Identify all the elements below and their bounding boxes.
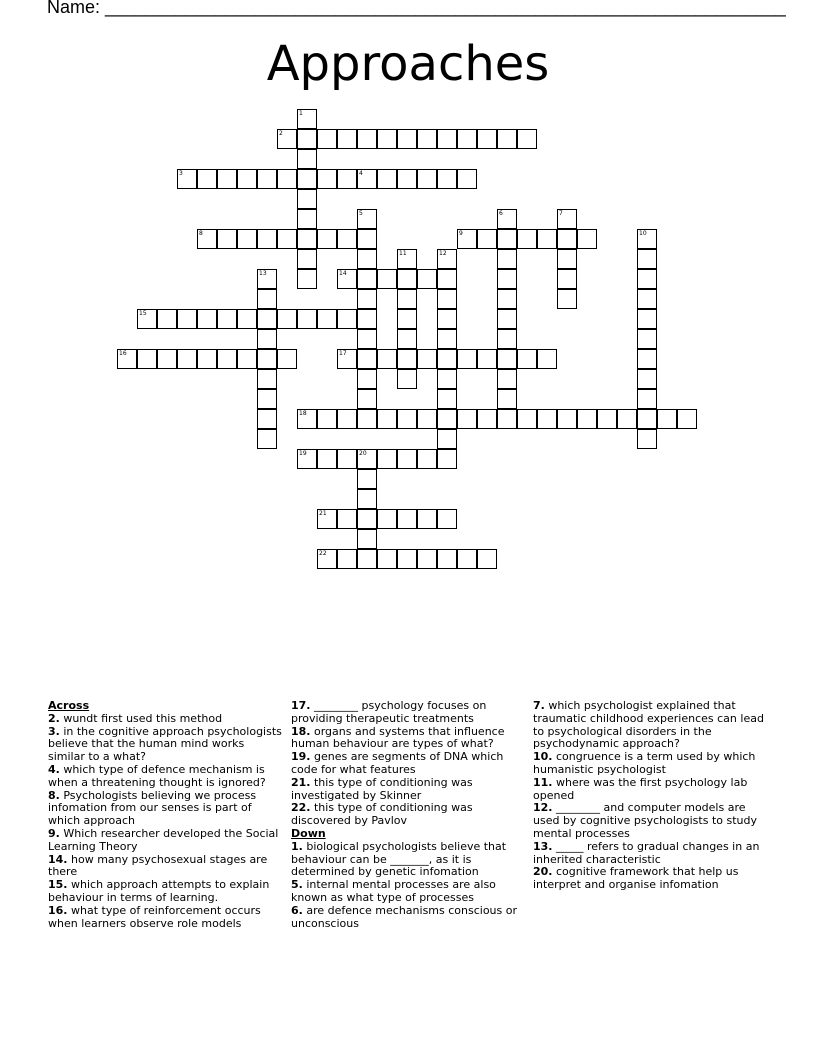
crossword-cell[interactable] (557, 229, 577, 249)
clue-item: 10. congruence is a term used by which humanistic psychologist (533, 750, 756, 776)
crossword-cell[interactable] (357, 129, 377, 149)
crossword-cell[interactable] (317, 169, 337, 189)
crossword-cell[interactable] (437, 289, 457, 309)
crossword-cell[interactable] (477, 349, 497, 369)
crossword-cell[interactable] (437, 309, 457, 329)
crossword-cell[interactable] (397, 369, 417, 389)
crossword-cell[interactable] (297, 409, 317, 429)
crossword-cell[interactable] (357, 409, 377, 429)
crossword-cell[interactable] (197, 229, 217, 249)
crossword-cell[interactable] (557, 289, 577, 309)
crossword-cell[interactable] (357, 309, 377, 329)
crossword-cell[interactable] (357, 249, 377, 269)
crossword-cell[interactable] (297, 449, 317, 469)
crossword-cell[interactable] (297, 309, 317, 329)
crossword-cell[interactable] (557, 209, 577, 229)
clue-number: 5 (359, 210, 363, 217)
clue-item: 8. Psychologists believing we process infomation from our senses is part of which approach (48, 788, 257, 828)
clue-number-label: 14. (48, 852, 68, 866)
crossword-cell[interactable] (317, 549, 337, 569)
clue-item: 20. cognitive framework that help us interpret and organise infomation (533, 865, 739, 892)
crossword-cell[interactable] (277, 349, 297, 369)
crossword-cell[interactable] (357, 229, 377, 249)
clue-number: 11 (399, 250, 407, 257)
crossword-cell[interactable] (317, 509, 337, 529)
clue-heading: Down (291, 826, 326, 840)
crossword-cell[interactable] (317, 229, 337, 249)
crossword-cell[interactable] (457, 169, 477, 189)
crossword-cell[interactable] (537, 349, 557, 369)
crossword-cell[interactable] (157, 309, 177, 329)
clue-heading: Across (48, 699, 90, 712)
crossword-cell[interactable] (337, 309, 357, 329)
crossword-cell[interactable] (457, 349, 477, 369)
crossword-cell[interactable] (397, 249, 417, 269)
crossword-cell[interactable] (297, 189, 317, 209)
crossword-cell[interactable] (397, 509, 417, 529)
crossword-cell[interactable] (377, 169, 397, 189)
clue-number: 18 (299, 410, 307, 417)
crossword-cell[interactable] (397, 289, 417, 309)
crossword-cell[interactable] (497, 129, 517, 149)
crossword-cell[interactable] (397, 269, 417, 289)
crossword-cell[interactable] (297, 209, 317, 229)
crossword-cell[interactable] (397, 329, 417, 349)
crossword-cell[interactable] (297, 229, 317, 249)
crossword-cell[interactable] (437, 409, 457, 429)
crossword-cell[interactable] (437, 429, 457, 449)
crossword-cell[interactable] (437, 249, 457, 269)
clue-number-label: 2. (48, 711, 60, 725)
crossword-cell[interactable] (417, 349, 437, 369)
clue-number-label: 15. (48, 878, 68, 892)
clue-number: 6 (499, 210, 503, 217)
clue-item: 16. what type of reinforcement occurs when learners observe role models (48, 903, 261, 930)
crossword-cell[interactable] (677, 409, 697, 429)
crossword-cell[interactable] (277, 229, 297, 249)
crossword-cell[interactable] (377, 509, 397, 529)
crossword-cell[interactable] (637, 429, 657, 449)
crossword-cell[interactable] (437, 389, 457, 409)
crossword-cell[interactable] (337, 169, 357, 189)
crossword-cell[interactable] (557, 409, 577, 429)
crossword-cell[interactable] (397, 409, 417, 429)
clue-column-3 (533, 700, 769, 892)
crossword-cell[interactable] (297, 129, 317, 149)
crossword-cell[interactable] (217, 229, 237, 249)
crossword-cell[interactable] (277, 309, 297, 329)
crossword-cell[interactable] (377, 349, 397, 369)
crossword-cell[interactable] (357, 489, 377, 509)
clue-number: 9 (459, 230, 463, 237)
crossword-cell[interactable] (257, 429, 277, 449)
crossword-cell[interactable] (397, 169, 417, 189)
crossword-cell[interactable] (197, 309, 217, 329)
crossword-cell[interactable] (497, 389, 517, 409)
crossword-cell[interactable] (497, 329, 517, 349)
clue-number-label: 9. (48, 826, 60, 840)
crossword-cell[interactable] (177, 169, 197, 189)
crossword-cell[interactable] (417, 509, 437, 529)
crossword-cell[interactable] (397, 349, 417, 369)
crossword-cell[interactable] (497, 209, 517, 229)
clue-item: 6. are defence mechanisms conscious or unconscious (291, 903, 518, 930)
clue-item: 18. organs and systems that influence human behaviour are types of what? (291, 724, 505, 751)
clue-item: 4. which type of defence mechanism is when a threatening thought is ignored? (48, 762, 266, 789)
clue-number-label: 22. (291, 801, 311, 815)
clue-number: 3 (179, 170, 183, 177)
crossword-cell[interactable] (117, 349, 137, 369)
crossword-cell[interactable] (257, 289, 277, 309)
crossword-cell[interactable] (477, 129, 497, 149)
clue-number-label: 16. (48, 903, 68, 917)
crossword-cell[interactable] (377, 449, 397, 469)
clue-number-label: 13. (533, 839, 553, 853)
clue-number-label: 19. (291, 750, 311, 764)
crossword-cell[interactable] (337, 549, 357, 569)
crossword-cell[interactable] (297, 149, 317, 169)
crossword-cell[interactable] (357, 549, 377, 569)
clue-number-label: 7. (533, 699, 545, 712)
crossword-cell[interactable] (257, 349, 277, 369)
crossword-cell[interactable] (297, 169, 317, 189)
clue-number-label: 12. (533, 801, 553, 815)
crossword-cell[interactable] (637, 309, 657, 329)
crossword-cell[interactable] (437, 269, 457, 289)
crossword-cell[interactable] (417, 549, 437, 569)
clue-item: 22. this type of conditioning was discovered by Pavlov (291, 801, 473, 828)
crossword-cell[interactable] (517, 409, 537, 429)
clue-number-label: 5. (291, 878, 303, 892)
crossword-cell[interactable] (437, 349, 457, 369)
clue-number: 15 (139, 310, 147, 317)
crossword-cell[interactable] (397, 549, 417, 569)
crossword-cell[interactable] (257, 369, 277, 389)
crossword-cell[interactable] (397, 129, 417, 149)
clue-number-label: 8. (48, 788, 60, 802)
crossword-cell[interactable] (357, 369, 377, 389)
crossword-cell[interactable] (197, 169, 217, 189)
page-title: Approaches (266, 36, 550, 92)
crossword-cell[interactable] (337, 449, 357, 469)
crossword-cell[interactable] (637, 249, 657, 269)
crossword-cell[interactable] (637, 409, 657, 429)
crossword-cell[interactable] (437, 129, 457, 149)
crossword-cell[interactable] (337, 129, 357, 149)
crossword-cell[interactable] (637, 229, 657, 249)
clue-number: 20 (359, 450, 367, 457)
crossword-cell[interactable] (517, 349, 537, 369)
crossword-cell[interactable] (277, 169, 297, 189)
clue-number-label: 11. (533, 775, 553, 789)
crossword-cell[interactable] (337, 229, 357, 249)
crossword-cell[interactable] (477, 549, 497, 569)
clue-item: 21. this type of conditioning was investigated by Skinner (291, 775, 473, 802)
crossword-cell[interactable] (357, 329, 377, 349)
crossword-cell[interactable] (317, 409, 337, 429)
clue-number-label: 18. (291, 724, 311, 738)
crossword-cell[interactable] (177, 349, 197, 369)
crossword-cell[interactable] (637, 349, 657, 369)
crossword-cell[interactable] (637, 289, 657, 309)
crossword-cell[interactable] (497, 229, 517, 249)
crossword-cell[interactable] (297, 249, 317, 269)
crossword-cell[interactable] (417, 129, 437, 149)
crossword-cell[interactable] (637, 389, 657, 409)
clue-number: 21 (319, 510, 327, 517)
clue-number-label: 4. (48, 762, 60, 776)
crossword-cell[interactable] (417, 169, 437, 189)
crossword-cell[interactable] (437, 169, 457, 189)
clue-number-label: 21. (291, 775, 311, 789)
crossword-cell[interactable] (297, 269, 317, 289)
clue-number: 12 (439, 250, 447, 257)
clue-number-label: 3. (48, 724, 60, 738)
name-field[interactable]: Name: ____________________________________________________________________ (47, 0, 786, 17)
crossword-cell[interactable] (457, 409, 477, 429)
crossword-cell[interactable] (357, 469, 377, 489)
crossword-cell[interactable] (657, 409, 677, 429)
crossword-cell[interactable] (237, 309, 257, 329)
crossword-cell[interactable] (637, 329, 657, 349)
crossword-cell[interactable] (477, 409, 497, 429)
crossword-cell[interactable] (317, 129, 337, 149)
crossword-cell[interactable] (517, 129, 537, 149)
crossword-cell[interactable] (257, 329, 277, 349)
clue-number: 14 (339, 270, 347, 277)
crossword-cell[interactable] (617, 409, 637, 429)
crossword-cell[interactable] (437, 509, 457, 529)
crossword-cell[interactable] (577, 229, 597, 249)
crossword-cell[interactable] (317, 449, 337, 469)
crossword-cell[interactable] (137, 349, 157, 369)
clue-item: 7. which psychologist explained that traumatic childhood experiences can lead to psychological disorders in the psychodynamic approach? (533, 699, 764, 751)
crossword-cell[interactable] (537, 229, 557, 249)
crossword-cell[interactable] (497, 289, 517, 309)
clue-number: 8 (199, 230, 203, 237)
crossword-cell[interactable] (397, 449, 417, 469)
clue-item: 2. wundt first used this method (48, 711, 223, 725)
clue-number-label: 6. (291, 903, 303, 917)
crossword-cell[interactable] (557, 269, 577, 289)
crossword-cell[interactable] (177, 309, 197, 329)
crossword-cell[interactable] (157, 349, 177, 369)
crossword-cell[interactable] (417, 449, 437, 469)
crossword-cell[interactable] (577, 409, 597, 429)
clue-number: 16 (119, 350, 127, 357)
crossword-cell[interactable] (337, 509, 357, 529)
crossword-cell[interactable] (377, 409, 397, 429)
crossword-cell[interactable] (277, 129, 297, 149)
crossword-cell[interactable] (597, 409, 617, 429)
clue-number-label: 17. (291, 699, 311, 712)
crossword-cell[interactable] (357, 209, 377, 229)
clue-number: 13 (259, 270, 267, 277)
crossword-cell[interactable] (457, 549, 477, 569)
crossword-cell[interactable] (517, 229, 537, 249)
crossword-cell[interactable] (497, 269, 517, 289)
clue-number-label: 10. (533, 750, 553, 764)
clue-item: 19. genes are segments of DNA which code for what features (291, 750, 504, 776)
crossword-cell[interactable] (337, 409, 357, 429)
clue-item: 3. in the cognitive approach psychologists believe that the human mind works similar to a what? (48, 724, 282, 764)
clue-item: 12. ________ and computer models are used by cognitive psychologists to study mental processes (533, 801, 757, 840)
crossword-cell[interactable] (477, 229, 497, 249)
crossword-cell[interactable] (397, 309, 417, 329)
crossword-cell[interactable] (437, 369, 457, 389)
clue-item: 1. biological psychologists believe that behaviour can be _______, as it is determined by genetic infomation (291, 839, 507, 879)
crossword-cell[interactable] (557, 249, 577, 269)
crossword-cell[interactable] (437, 549, 457, 569)
clue-number: 10 (639, 230, 647, 237)
clue-item: 14. how many psychosexual stages are there (48, 852, 268, 879)
clue-column-2 (291, 700, 527, 930)
crossword-cell[interactable] (337, 349, 357, 369)
crossword-cell[interactable] (437, 449, 457, 469)
crossword-cell[interactable] (497, 309, 517, 329)
crossword-cell[interactable] (257, 169, 277, 189)
clue-number: 17 (339, 350, 347, 357)
crossword-cell[interactable] (317, 309, 337, 329)
crossword-cell[interactable] (417, 269, 437, 289)
crossword-cell[interactable] (237, 349, 257, 369)
crossword-cell[interactable] (377, 269, 397, 289)
crossword-cell[interactable] (357, 169, 377, 189)
crossword-cell[interactable] (497, 249, 517, 269)
clue-number: 22 (319, 550, 327, 557)
clue-item: 17. ________ psychology focuses on providing therapeutic treatments (291, 699, 487, 725)
clue-number: 7 (559, 210, 563, 217)
crossword-cell[interactable] (357, 509, 377, 529)
crossword-cell[interactable] (437, 329, 457, 349)
crossword-cell[interactable] (217, 309, 237, 329)
crossword-cell[interactable] (357, 289, 377, 309)
clue-column-1 (48, 700, 284, 930)
clue-number-label: 1. (291, 839, 303, 853)
crossword-cell[interactable] (197, 349, 217, 369)
crossword-cell[interactable] (357, 449, 377, 469)
clue-item: 9. Which researcher developed the Social Learning Theory (48, 826, 279, 853)
crossword-cell[interactable] (637, 269, 657, 289)
clue-item: 11. where was the first psychology lab opened (533, 775, 748, 802)
crossword-cell[interactable] (457, 129, 477, 149)
crossword-cell[interactable] (257, 389, 277, 409)
crossword-cell[interactable] (417, 409, 437, 429)
crossword-cell[interactable] (497, 369, 517, 389)
crossword-cell[interactable] (497, 349, 517, 369)
crossword-cell[interactable] (537, 409, 557, 429)
crossword-cell[interactable] (257, 229, 277, 249)
crossword-cell[interactable] (237, 169, 257, 189)
crossword-cell[interactable] (257, 309, 277, 329)
crossword-cell[interactable] (377, 549, 397, 569)
crossword-cell[interactable] (357, 389, 377, 409)
crossword-cell[interactable] (337, 269, 357, 289)
clue-number: 19 (299, 450, 307, 457)
crossword-cell[interactable] (257, 269, 277, 289)
crossword-cell[interactable] (357, 269, 377, 289)
clue-item: 15. which approach attempts to explain behaviour in terms of learning. (48, 878, 270, 904)
crossword-cell[interactable] (377, 129, 397, 149)
clue-number-label: 20. (533, 865, 553, 879)
crossword-cell[interactable] (637, 369, 657, 389)
crossword-cell[interactable] (237, 229, 257, 249)
crossword-cell[interactable] (357, 529, 377, 549)
crossword-cell[interactable] (257, 409, 277, 429)
clue-item: 13. _____ refers to gradual changes in an inherited characteristic (533, 839, 760, 866)
crossword-cell[interactable] (297, 109, 317, 129)
clue-item: 5. internal mental processes are also known as what type of processes (291, 878, 496, 904)
clue-number: 2 (279, 130, 283, 137)
clue-number: 1 (299, 110, 303, 117)
crossword-cell[interactable] (217, 349, 237, 369)
crossword-cell[interactable] (217, 169, 237, 189)
crossword-cell[interactable] (357, 349, 377, 369)
crossword-cell[interactable] (457, 229, 477, 249)
crossword-cell[interactable] (137, 309, 157, 329)
crossword-cell[interactable] (497, 409, 517, 429)
clue-number: 4 (359, 170, 363, 177)
